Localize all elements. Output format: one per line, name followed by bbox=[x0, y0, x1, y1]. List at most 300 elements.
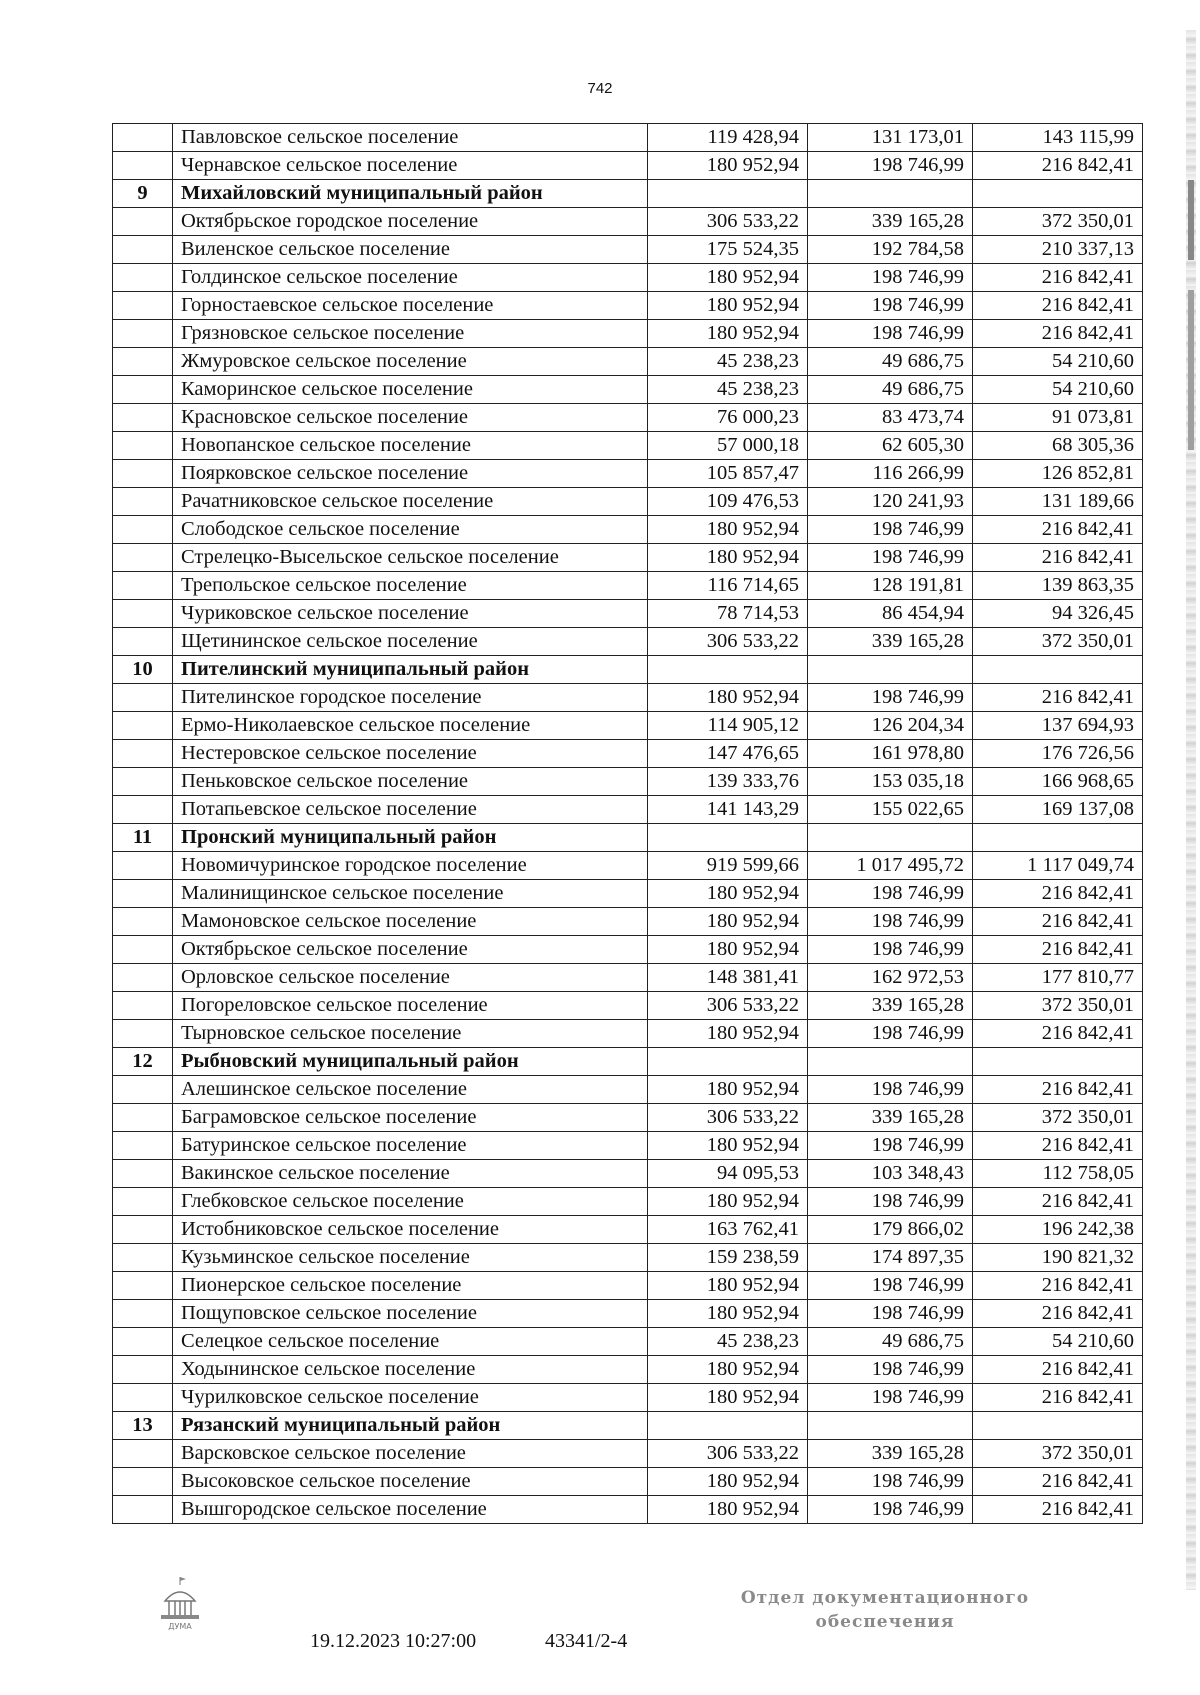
name-cell: Стрелецко-Высельское сельское поселение bbox=[173, 544, 648, 572]
value-cell-1: 180 952,94 bbox=[648, 1356, 808, 1384]
value-cell-2: 339 165,28 bbox=[808, 208, 973, 236]
name-cell: Чернавское сельское поселение bbox=[173, 152, 648, 180]
value-cell-3: 372 350,01 bbox=[973, 992, 1143, 1020]
settlement-row bbox=[113, 852, 1143, 880]
name-cell: Октябрьское сельское поселение bbox=[173, 936, 648, 964]
name-cell: Потапьевское сельское поселение bbox=[173, 796, 648, 824]
value-cell-3: 94 326,45 bbox=[973, 600, 1143, 628]
name-cell: Чурилковское сельское поселение bbox=[173, 1384, 648, 1412]
settlement-row bbox=[113, 1132, 1143, 1160]
value-cell-2: 198 746,99 bbox=[808, 292, 973, 320]
value-cell-3: 216 842,41 bbox=[973, 1020, 1143, 1048]
settlement-row bbox=[113, 1440, 1143, 1468]
stamp-line-1: Отдел документационного bbox=[740, 1588, 1030, 1608]
district-row bbox=[113, 656, 1143, 684]
value-cell-2: 198 746,99 bbox=[808, 1188, 973, 1216]
name-cell: Тырновское сельское поселение bbox=[173, 1020, 648, 1048]
settlement-row bbox=[113, 404, 1143, 432]
name-cell: Пеньковское сельское поселение bbox=[173, 768, 648, 796]
value-cell-3: 112 758,05 bbox=[973, 1160, 1143, 1188]
district-row bbox=[113, 1412, 1143, 1440]
value-cell-3: 139 863,35 bbox=[973, 572, 1143, 600]
value-cell-2 bbox=[808, 180, 973, 208]
value-cell-2: 198 746,99 bbox=[808, 908, 973, 936]
value-cell-2: 153 035,18 bbox=[808, 768, 973, 796]
value-cell-2: 49 686,75 bbox=[808, 376, 973, 404]
settlement-row bbox=[113, 712, 1143, 740]
value-cell-1: 45 238,23 bbox=[648, 376, 808, 404]
settlement-row bbox=[113, 1160, 1143, 1188]
value-cell-1: 306 533,22 bbox=[648, 628, 808, 656]
settlement-row bbox=[113, 460, 1143, 488]
value-cell-3: 216 842,41 bbox=[973, 516, 1143, 544]
value-cell-3: 177 810,77 bbox=[973, 964, 1143, 992]
settlement-row bbox=[113, 376, 1143, 404]
value-cell-1: 306 533,22 bbox=[648, 992, 808, 1020]
row-number-cell bbox=[113, 740, 173, 768]
value-cell-1: 159 238,59 bbox=[648, 1244, 808, 1272]
value-cell-2: 128 191,81 bbox=[808, 572, 973, 600]
name-cell: Орловское сельское поселение bbox=[173, 964, 648, 992]
value-cell-1 bbox=[648, 180, 808, 208]
value-cell-2: 86 454,94 bbox=[808, 600, 973, 628]
value-cell-2: 103 348,43 bbox=[808, 1160, 973, 1188]
value-cell-3: 169 137,08 bbox=[973, 796, 1143, 824]
settlement-row bbox=[113, 1076, 1143, 1104]
row-number-cell bbox=[113, 1160, 173, 1188]
value-cell-1: 180 952,94 bbox=[648, 1272, 808, 1300]
duma-logo bbox=[155, 1575, 205, 1635]
row-number-cell bbox=[113, 1440, 173, 1468]
row-number-cell bbox=[113, 264, 173, 292]
name-cell: Слободское сельское поселение bbox=[173, 516, 648, 544]
row-number-cell bbox=[113, 712, 173, 740]
name-cell: Кузьминское сельское поселение bbox=[173, 1244, 648, 1272]
value-cell-3: 1 117 049,74 bbox=[973, 852, 1143, 880]
name-cell: Погореловское сельское поселение bbox=[173, 992, 648, 1020]
row-number-cell bbox=[113, 796, 173, 824]
value-cell-2: 161 978,80 bbox=[808, 740, 973, 768]
settlement-row bbox=[113, 544, 1143, 572]
name-cell: Батуринское сельское поселение bbox=[173, 1132, 648, 1160]
value-cell-2: 116 266,99 bbox=[808, 460, 973, 488]
settlement-row bbox=[113, 1328, 1143, 1356]
value-cell-3: 210 337,13 bbox=[973, 236, 1143, 264]
value-cell-3: 54 210,60 bbox=[973, 348, 1143, 376]
row-number-cell bbox=[113, 1132, 173, 1160]
name-cell: Вакинское сельское поселение bbox=[173, 1160, 648, 1188]
value-cell-2 bbox=[808, 656, 973, 684]
row-number-cell bbox=[113, 432, 173, 460]
value-cell-2: 198 746,99 bbox=[808, 1272, 973, 1300]
name-cell: Пителинский муниципальный район bbox=[173, 656, 648, 684]
value-cell-1 bbox=[648, 824, 808, 852]
value-cell-3: 126 852,81 bbox=[973, 460, 1143, 488]
row-number-cell bbox=[113, 376, 173, 404]
value-cell-1: 180 952,94 bbox=[648, 880, 808, 908]
value-cell-2: 198 746,99 bbox=[808, 152, 973, 180]
name-cell: Поярковское сельское поселение bbox=[173, 460, 648, 488]
value-cell-3: 54 210,60 bbox=[973, 1328, 1143, 1356]
value-cell-3 bbox=[973, 1048, 1143, 1076]
value-cell-2: 62 605,30 bbox=[808, 432, 973, 460]
settlement-row bbox=[113, 124, 1143, 152]
value-cell-2: 339 165,28 bbox=[808, 1440, 973, 1468]
name-cell: Рязанский муниципальный район bbox=[173, 1412, 648, 1440]
name-cell: Пителинское городское поселение bbox=[173, 684, 648, 712]
row-number-cell bbox=[113, 1272, 173, 1300]
name-cell: Малинищинское сельское поселение bbox=[173, 880, 648, 908]
value-cell-3: 216 842,41 bbox=[973, 1188, 1143, 1216]
value-cell-2: 155 022,65 bbox=[808, 796, 973, 824]
name-cell: Селецкое сельское поселение bbox=[173, 1328, 648, 1356]
value-cell-3: 216 842,41 bbox=[973, 936, 1143, 964]
settlement-row bbox=[113, 236, 1143, 264]
settlement-row bbox=[113, 488, 1143, 516]
value-cell-1: 94 095,53 bbox=[648, 1160, 808, 1188]
value-cell-1: 116 714,65 bbox=[648, 572, 808, 600]
settlement-row bbox=[113, 1104, 1143, 1132]
name-cell: Рачатниковское сельское поселение bbox=[173, 488, 648, 516]
settlement-row bbox=[113, 1272, 1143, 1300]
name-cell: Чуриковское сельское поселение bbox=[173, 600, 648, 628]
row-number-cell bbox=[113, 1076, 173, 1104]
value-cell-1: 180 952,94 bbox=[648, 320, 808, 348]
row-number-cell: 12 bbox=[113, 1048, 173, 1076]
department-stamp bbox=[735, 1586, 1035, 1634]
name-cell: Нестеровское сельское поселение bbox=[173, 740, 648, 768]
row-number-cell bbox=[113, 992, 173, 1020]
row-number-cell bbox=[113, 488, 173, 516]
value-cell-3: 372 350,01 bbox=[973, 1440, 1143, 1468]
row-number-cell bbox=[113, 600, 173, 628]
value-cell-3 bbox=[973, 656, 1143, 684]
value-cell-2: 174 897,35 bbox=[808, 1244, 973, 1272]
row-number-cell bbox=[113, 1244, 173, 1272]
value-cell-2: 198 746,99 bbox=[808, 1384, 973, 1412]
row-number-cell bbox=[113, 348, 173, 376]
value-cell-2: 49 686,75 bbox=[808, 348, 973, 376]
value-cell-2: 162 972,53 bbox=[808, 964, 973, 992]
settlement-row bbox=[113, 516, 1143, 544]
value-cell-1: 180 952,94 bbox=[648, 1188, 808, 1216]
row-number-cell bbox=[113, 768, 173, 796]
value-cell-3: 216 842,41 bbox=[973, 1468, 1143, 1496]
value-cell-1: 148 381,41 bbox=[648, 964, 808, 992]
value-cell-1: 180 952,94 bbox=[648, 1300, 808, 1328]
name-cell: Пронский муниципальный район bbox=[173, 824, 648, 852]
settlement-row bbox=[113, 936, 1143, 964]
row-number-cell bbox=[113, 628, 173, 656]
value-cell-1: 180 952,94 bbox=[648, 1020, 808, 1048]
value-cell-1 bbox=[648, 656, 808, 684]
value-cell-2: 179 866,02 bbox=[808, 1216, 973, 1244]
name-cell: Глебковское сельское поселение bbox=[173, 1188, 648, 1216]
value-cell-3: 176 726,56 bbox=[973, 740, 1143, 768]
value-cell-1: 147 476,65 bbox=[648, 740, 808, 768]
value-cell-1: 180 952,94 bbox=[648, 264, 808, 292]
value-cell-3: 216 842,41 bbox=[973, 1132, 1143, 1160]
name-cell: Михайловский муниципальный район bbox=[173, 180, 648, 208]
settlement-row bbox=[113, 1496, 1143, 1524]
value-cell-3: 216 842,41 bbox=[973, 1356, 1143, 1384]
row-number-cell bbox=[113, 880, 173, 908]
settlement-row bbox=[113, 572, 1143, 600]
value-cell-3: 372 350,01 bbox=[973, 628, 1143, 656]
value-cell-3: 216 842,41 bbox=[973, 152, 1143, 180]
value-cell-2: 198 746,99 bbox=[808, 1132, 973, 1160]
settlement-row bbox=[113, 1020, 1143, 1048]
row-number-cell bbox=[113, 152, 173, 180]
district-row bbox=[113, 180, 1143, 208]
row-number-cell bbox=[113, 208, 173, 236]
row-number-cell bbox=[113, 1468, 173, 1496]
value-cell-2: 192 784,58 bbox=[808, 236, 973, 264]
row-number-cell: 9 bbox=[113, 180, 173, 208]
value-cell-1: 78 714,53 bbox=[648, 600, 808, 628]
name-cell: Рыбновский муниципальный район bbox=[173, 1048, 648, 1076]
value-cell-1: 180 952,94 bbox=[648, 1496, 808, 1524]
value-cell-1: 180 952,94 bbox=[648, 1076, 808, 1104]
value-cell-1: 180 952,94 bbox=[648, 1132, 808, 1160]
value-cell-3: 68 305,36 bbox=[973, 432, 1143, 460]
footer-date: 19.12.2023 10:27:00 bbox=[310, 1630, 477, 1652]
value-cell-2: 83 473,74 bbox=[808, 404, 973, 432]
value-cell-3: 143 115,99 bbox=[973, 124, 1143, 152]
value-cell-3: 216 842,41 bbox=[973, 1496, 1143, 1524]
row-number-cell bbox=[113, 1300, 173, 1328]
settlement-row bbox=[113, 292, 1143, 320]
settlement-row bbox=[113, 908, 1143, 936]
value-cell-1: 919 599,66 bbox=[648, 852, 808, 880]
value-cell-3: 216 842,41 bbox=[973, 1384, 1143, 1412]
name-cell: Варсковское сельское поселение bbox=[173, 1440, 648, 1468]
value-cell-2: 198 746,99 bbox=[808, 1356, 973, 1384]
table-body bbox=[113, 124, 1143, 1524]
settlement-row bbox=[113, 1188, 1143, 1216]
row-number-cell bbox=[113, 544, 173, 572]
settlement-row bbox=[113, 684, 1143, 712]
row-number-cell bbox=[113, 236, 173, 264]
settlement-row bbox=[113, 1468, 1143, 1496]
settlement-row bbox=[113, 348, 1143, 376]
footer-doc-number: 43341/2-4 bbox=[545, 1630, 628, 1652]
name-cell: Баграмовское сельское поселение bbox=[173, 1104, 648, 1132]
row-number-cell bbox=[113, 572, 173, 600]
value-cell-2: 198 746,99 bbox=[808, 936, 973, 964]
name-cell: Каморинское сельское поселение bbox=[173, 376, 648, 404]
scan-edge-artifact bbox=[1186, 30, 1196, 1590]
value-cell-3: 131 189,66 bbox=[973, 488, 1143, 516]
row-number-cell bbox=[113, 124, 173, 152]
value-cell-2: 1 017 495,72 bbox=[808, 852, 973, 880]
value-cell-2: 126 204,34 bbox=[808, 712, 973, 740]
value-cell-1: 306 533,22 bbox=[648, 1104, 808, 1132]
settlement-row bbox=[113, 628, 1143, 656]
value-cell-1: 180 952,94 bbox=[648, 684, 808, 712]
name-cell: Пощуповское сельское поселение bbox=[173, 1300, 648, 1328]
name-cell: Трепольское сельское поселение bbox=[173, 572, 648, 600]
value-cell-1: 180 952,94 bbox=[648, 292, 808, 320]
settlement-row bbox=[113, 264, 1143, 292]
settlement-row bbox=[113, 320, 1143, 348]
row-number-cell bbox=[113, 964, 173, 992]
value-cell-2: 198 746,99 bbox=[808, 264, 973, 292]
row-number-cell bbox=[113, 1356, 173, 1384]
logo-text: ДУМА bbox=[168, 1622, 192, 1631]
value-cell-1: 180 952,94 bbox=[648, 936, 808, 964]
value-cell-2: 198 746,99 bbox=[808, 1468, 973, 1496]
value-cell-1: 45 238,23 bbox=[648, 1328, 808, 1356]
name-cell: Новопанское сельское поселение bbox=[173, 432, 648, 460]
row-number-cell bbox=[113, 1216, 173, 1244]
value-cell-3: 216 842,41 bbox=[973, 1300, 1143, 1328]
value-cell-1: 109 476,53 bbox=[648, 488, 808, 516]
row-number-cell bbox=[113, 852, 173, 880]
value-cell-2: 131 173,01 bbox=[808, 124, 973, 152]
value-cell-1: 180 952,94 bbox=[648, 152, 808, 180]
row-number-cell bbox=[113, 936, 173, 964]
duma-building-icon bbox=[155, 1575, 205, 1635]
settlement-row bbox=[113, 768, 1143, 796]
name-cell: Мамоновское сельское поселение bbox=[173, 908, 648, 936]
value-cell-2: 339 165,28 bbox=[808, 1104, 973, 1132]
settlement-row bbox=[113, 740, 1143, 768]
value-cell-3: 216 842,41 bbox=[973, 1272, 1143, 1300]
value-cell-1: 180 952,94 bbox=[648, 516, 808, 544]
value-cell-3: 54 210,60 bbox=[973, 376, 1143, 404]
row-number-cell bbox=[113, 460, 173, 488]
settlement-row bbox=[113, 600, 1143, 628]
value-cell-3: 196 242,38 bbox=[973, 1216, 1143, 1244]
name-cell: Грязновское сельское поселение bbox=[173, 320, 648, 348]
name-cell: Ермо-Николаевское сельское поселение bbox=[173, 712, 648, 740]
name-cell: Жмуровское сельское поселение bbox=[173, 348, 648, 376]
settlement-row bbox=[113, 964, 1143, 992]
row-number-cell bbox=[113, 684, 173, 712]
row-number-cell bbox=[113, 404, 173, 432]
value-cell-2: 198 746,99 bbox=[808, 516, 973, 544]
value-cell-2 bbox=[808, 1048, 973, 1076]
settlement-row bbox=[113, 152, 1143, 180]
name-cell: Горностаевское сельское поселение bbox=[173, 292, 648, 320]
value-cell-1: 180 952,94 bbox=[648, 1384, 808, 1412]
row-number-cell bbox=[113, 516, 173, 544]
value-cell-2: 49 686,75 bbox=[808, 1328, 973, 1356]
value-cell-3: 216 842,41 bbox=[973, 292, 1143, 320]
row-number-cell bbox=[113, 1188, 173, 1216]
budget-table bbox=[112, 123, 1143, 1524]
value-cell-1: 306 533,22 bbox=[648, 1440, 808, 1468]
name-cell: Павловское сельское поселение bbox=[173, 124, 648, 152]
value-cell-3: 216 842,41 bbox=[973, 880, 1143, 908]
settlement-row bbox=[113, 796, 1143, 824]
name-cell: Истобниковское сельское поселение bbox=[173, 1216, 648, 1244]
row-number-cell bbox=[113, 1020, 173, 1048]
value-cell-3: 91 073,81 bbox=[973, 404, 1143, 432]
value-cell-1 bbox=[648, 1412, 808, 1440]
name-cell: Виленское сельское поселение bbox=[173, 236, 648, 264]
value-cell-3: 216 842,41 bbox=[973, 320, 1143, 348]
row-number-cell: 11 bbox=[113, 824, 173, 852]
row-number-cell bbox=[113, 1384, 173, 1412]
value-cell-3: 216 842,41 bbox=[973, 684, 1143, 712]
value-cell-1: 76 000,23 bbox=[648, 404, 808, 432]
settlement-row bbox=[113, 880, 1143, 908]
row-number-cell: 10 bbox=[113, 656, 173, 684]
settlement-row bbox=[113, 992, 1143, 1020]
value-cell-2: 198 746,99 bbox=[808, 684, 973, 712]
name-cell: Алешинское сельское поселение bbox=[173, 1076, 648, 1104]
value-cell-3: 190 821,32 bbox=[973, 1244, 1143, 1272]
value-cell-1: 114 905,12 bbox=[648, 712, 808, 740]
value-cell-3 bbox=[973, 824, 1143, 852]
value-cell-1: 45 238,23 bbox=[648, 348, 808, 376]
value-cell-1: 105 857,47 bbox=[648, 460, 808, 488]
value-cell-2: 198 746,99 bbox=[808, 544, 973, 572]
value-cell-2: 198 746,99 bbox=[808, 1300, 973, 1328]
value-cell-1: 180 952,94 bbox=[648, 1468, 808, 1496]
row-number-cell bbox=[113, 1496, 173, 1524]
value-cell-2: 198 746,99 bbox=[808, 1496, 973, 1524]
name-cell: Новомичуринское городское поселение bbox=[173, 852, 648, 880]
row-number-cell bbox=[113, 1328, 173, 1356]
value-cell-2: 198 746,99 bbox=[808, 1020, 973, 1048]
settlement-row bbox=[113, 1384, 1143, 1412]
value-cell-3: 216 842,41 bbox=[973, 908, 1143, 936]
value-cell-2: 198 746,99 bbox=[808, 1076, 973, 1104]
name-cell: Пионерское сельское поселение bbox=[173, 1272, 648, 1300]
name-cell: Высоковское сельское поселение bbox=[173, 1468, 648, 1496]
row-number-cell bbox=[113, 292, 173, 320]
value-cell-2: 198 746,99 bbox=[808, 320, 973, 348]
name-cell: Щетининское сельское поселение bbox=[173, 628, 648, 656]
value-cell-1: 175 524,35 bbox=[648, 236, 808, 264]
name-cell: Ходынинское сельское поселение bbox=[173, 1356, 648, 1384]
value-cell-1 bbox=[648, 1048, 808, 1076]
name-cell: Октябрьское городское поселение bbox=[173, 208, 648, 236]
district-row bbox=[113, 1048, 1143, 1076]
value-cell-3: 166 968,65 bbox=[973, 768, 1143, 796]
value-cell-1: 306 533,22 bbox=[648, 208, 808, 236]
value-cell-3: 216 842,41 bbox=[973, 1076, 1143, 1104]
value-cell-3: 216 842,41 bbox=[973, 264, 1143, 292]
value-cell-1: 139 333,76 bbox=[648, 768, 808, 796]
row-number-cell bbox=[113, 1104, 173, 1132]
row-number-cell bbox=[113, 320, 173, 348]
settlement-row bbox=[113, 1216, 1143, 1244]
value-cell-2: 339 165,28 bbox=[808, 628, 973, 656]
page-number: 742 bbox=[587, 80, 613, 97]
value-cell-2: 339 165,28 bbox=[808, 992, 973, 1020]
settlement-row bbox=[113, 208, 1143, 236]
value-cell-1: 180 952,94 bbox=[648, 908, 808, 936]
value-cell-1: 141 143,29 bbox=[648, 796, 808, 824]
value-cell-2 bbox=[808, 824, 973, 852]
value-cell-1: 57 000,18 bbox=[648, 432, 808, 460]
value-cell-1: 180 952,94 bbox=[648, 544, 808, 572]
settlement-row bbox=[113, 432, 1143, 460]
stamp-line-2: обеспечения bbox=[815, 1612, 955, 1632]
value-cell-3: 372 350,01 bbox=[973, 208, 1143, 236]
settlement-row bbox=[113, 1300, 1143, 1328]
row-number-cell: 13 bbox=[113, 1412, 173, 1440]
settlement-row bbox=[113, 1244, 1143, 1272]
value-cell-2: 198 746,99 bbox=[808, 880, 973, 908]
name-cell: Вышгородское сельское поселение bbox=[173, 1496, 648, 1524]
value-cell-2 bbox=[808, 1412, 973, 1440]
value-cell-3 bbox=[973, 1412, 1143, 1440]
